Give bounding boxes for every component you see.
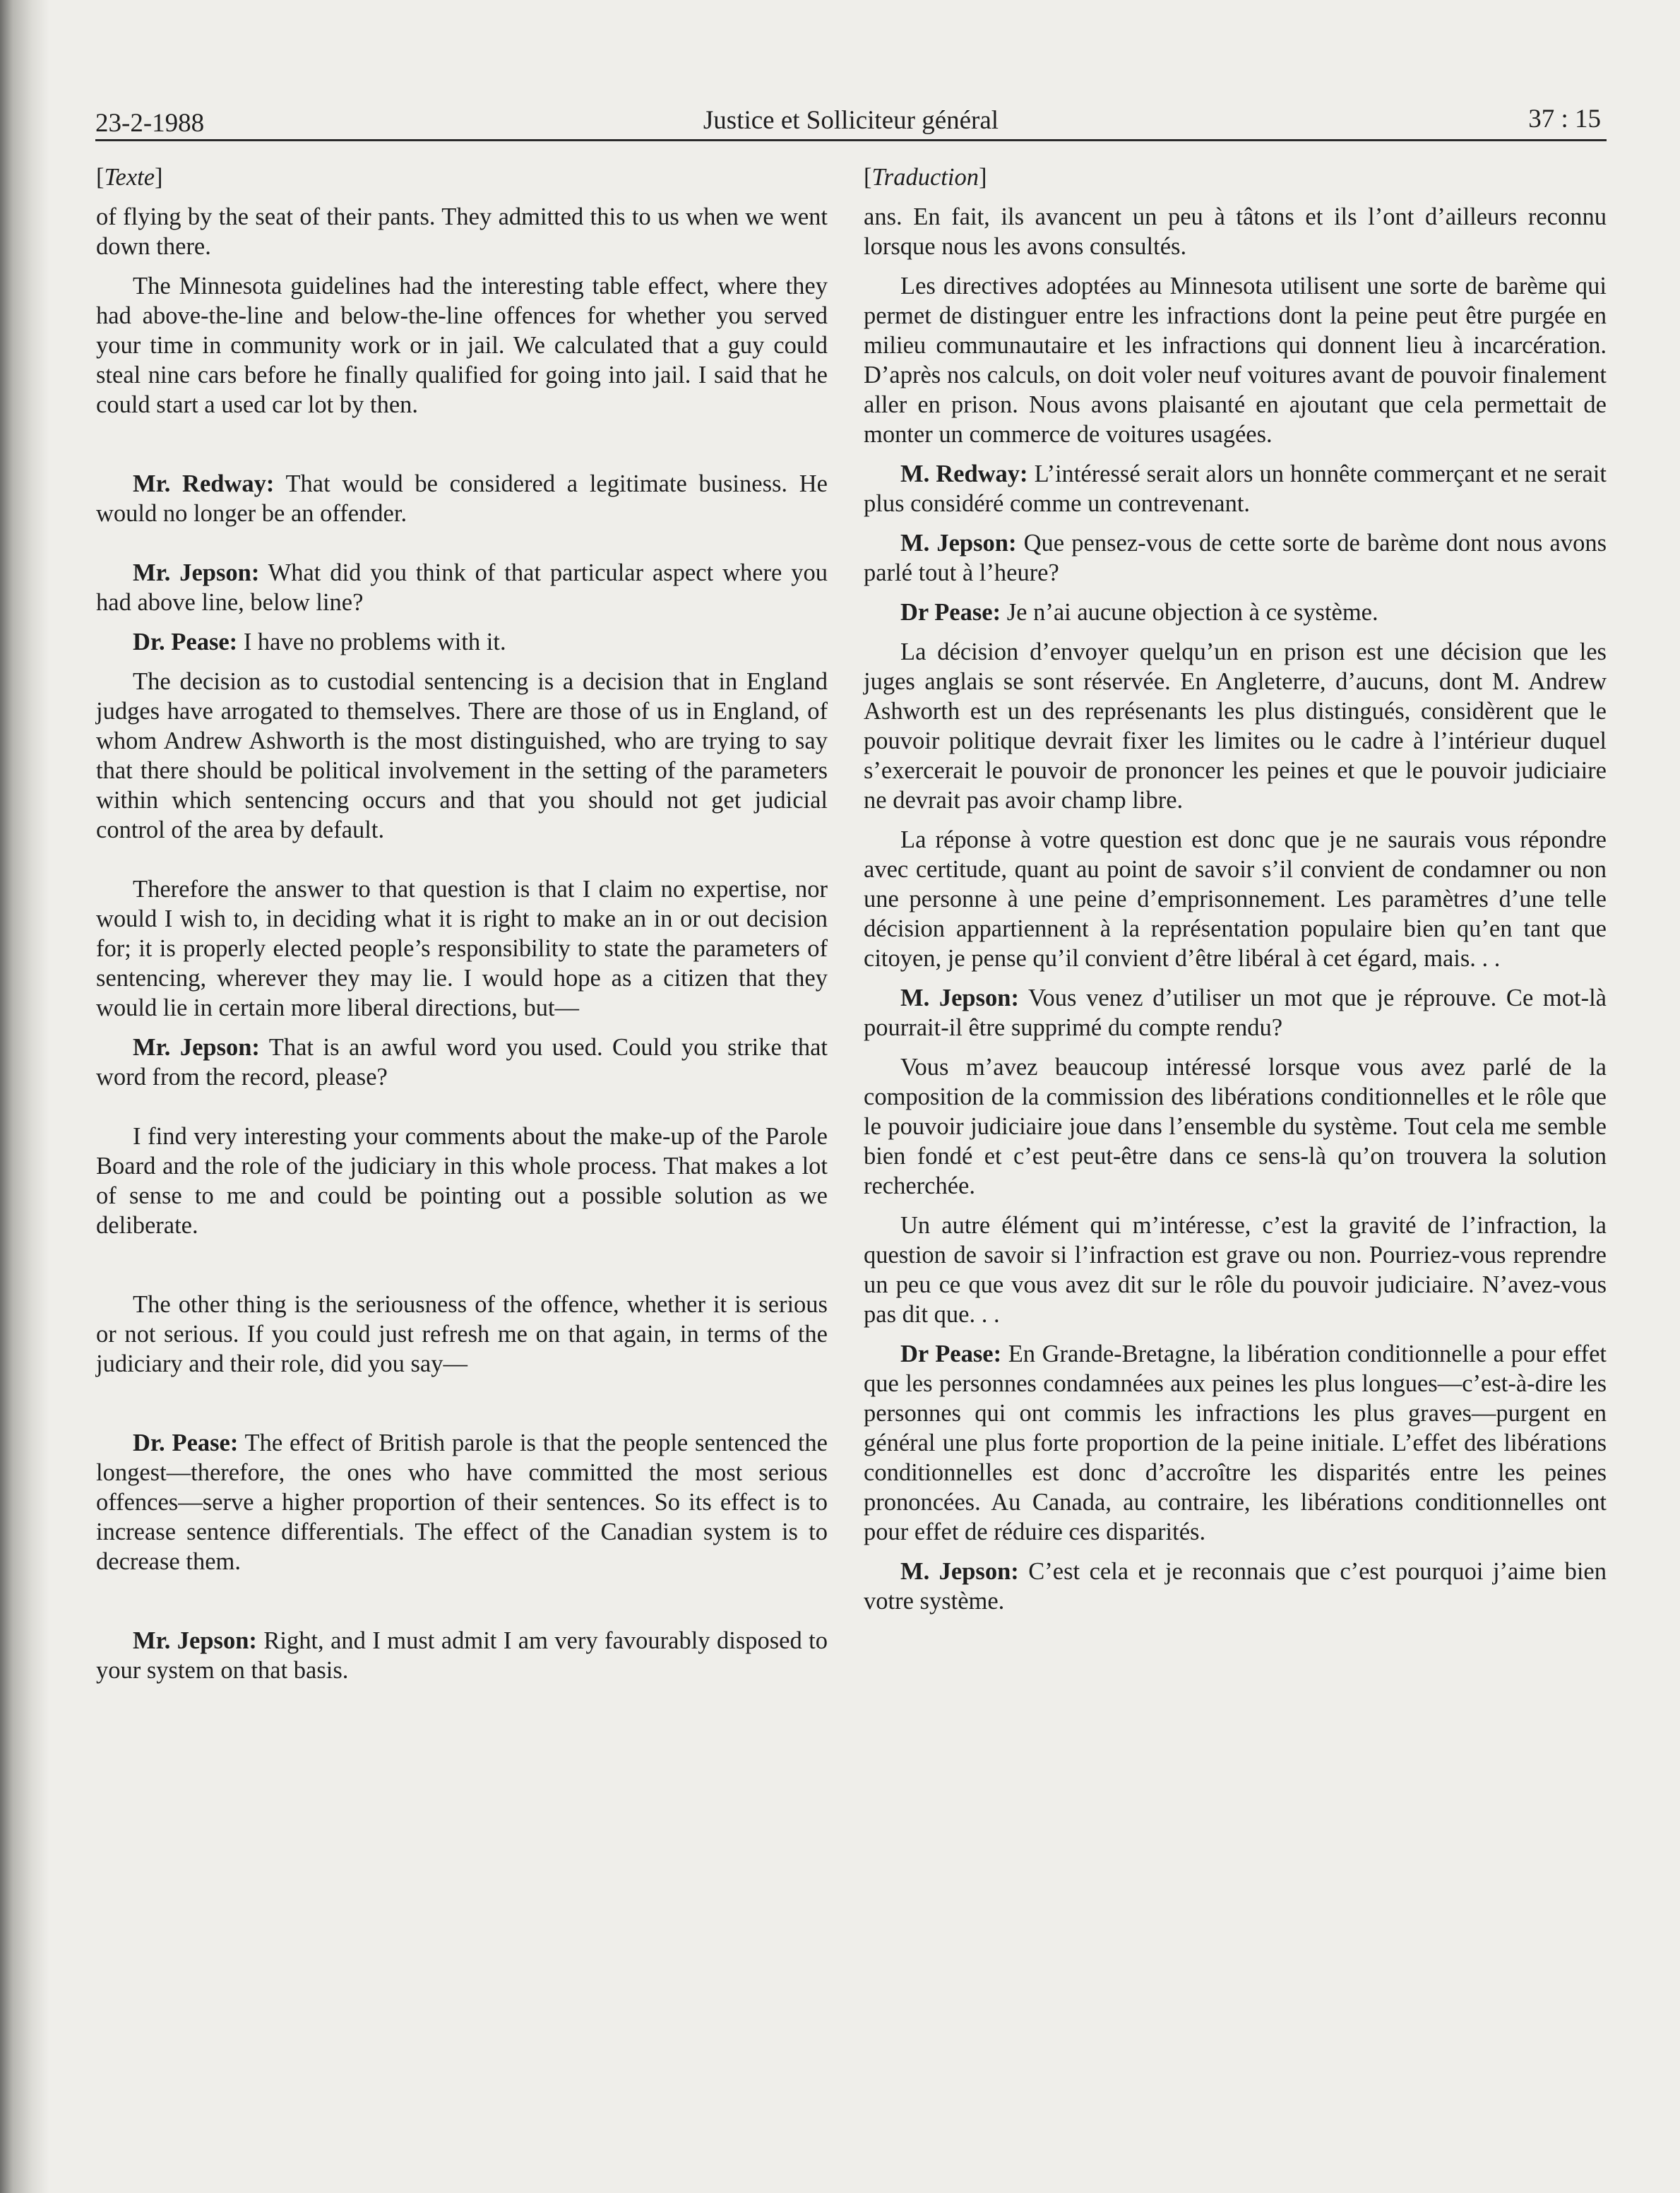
paragraph: Mr. Jepson: That is an awful word you used. Could you strike that word from the record, please? <box>96 1034 828 1090</box>
paragraph: I find very interesting your comments about the make-up of the Parole Board and the role of the judiciary in this whole process. That makes a lot of sense to me and could be pointing out a possible solution as we deliberate. <box>96 1123 828 1239</box>
paragraph: Dr. Pease: The effect of British parole is that the people sentenced the longest—therefore, the ones who have committed the most serious offences—serve a higher proportion of their sentences. So its effect is to increase sentence differentials. The effect of the Canadian system is to decrease them. <box>96 1430 828 1575</box>
paragraph: The Minnesota guidelines had the interesting table effect, where they had above-the-line and below-the-line offences for whether you served your time in community work or in jail. We calculated that a guy could steal nine cars before he finally qualified for going into jail. I said that he could start a used car lot by then. <box>96 273 828 418</box>
speaker-name: M. Redway: <box>900 460 1028 487</box>
section-marker-traduction: [Traduction] <box>864 164 987 191</box>
english-column <box>96 162 828 1695</box>
paragraph: Dr Pease: En Grande-Bretagne, la libération conditionnelle a pour effet que les personnes condamnées aux peines les plus longues—c’est-à-dire les personnes qui ont commis les infractions les plus graves—purgent en général une plus forte proportion de la peine initiale. L’effet des libérations conditionnelles est donc d’accroître les disparités entre les peines prononcées. Au Canada, au contraire, les libérations conditionnelles ont pour effet de réduire ces disparités. <box>864 1341 1607 1545</box>
header-title: Justice et Solliciteur général <box>703 106 999 135</box>
speaker-name: Mr. Jepson: <box>133 559 260 586</box>
paragraph: of flying by the seat of their pants. They admitted this to us when we went down there. <box>96 203 828 260</box>
paragraph: ans. En fait, ils avancent un peu à tâtons et ils l’ont d’ailleurs reconnu lorsque nous les avons consultés. <box>864 203 1607 260</box>
speaker-name: Dr. Pease: <box>133 629 238 655</box>
section-marker-texte: [Texte] <box>96 164 163 191</box>
paragraph: Mr. Redway: That would be considered a legitimate business. He would no longer be an offender. <box>96 470 828 527</box>
paragraph: M. Jepson: Vous venez d’utiliser un mot que je réprouve. Ce mot-là pourrait-il être supprimé du compte rendu? <box>864 985 1607 1041</box>
speaker-name: Dr Pease: <box>900 599 1001 626</box>
speaker-name: Dr Pease: <box>900 1341 1002 1367</box>
paragraph: Mr. Jepson: What did you think of that particular aspect where you had above line, below line? <box>96 559 828 616</box>
speaker-name: Mr. Jepson: <box>133 1627 257 1654</box>
paragraph: Les directives adoptées au Minnesota utilisent une sorte de barème qui permet de distinguer entre les infractions dont la peine peut être purgée en milieu communautaire et les infractions qui donnent lieu à incarcération. D’après nos calculs, on doit voler neuf voitures avant de pouvoir finalement aller en prison. Nous avons plaisanté en ajoutant que cela permettait de monter un commerce de voitures usagées. <box>864 273 1607 448</box>
speaker-name: M. Jepson: <box>900 985 1019 1011</box>
paragraph: La réponse à votre question est donc que je ne saurais vous répondre avec certitude, quant au point de savoir s’il convient de condamner ou non une personne à une peine d’emprisonnement. Les paramètres d’une telle décision appartiennent à la représentation populaire bien qu’en tant que citoyen, je pense qu’il convient d’être libéral à cet égard, mais. . . <box>864 826 1607 972</box>
page-header <box>95 102 1607 141</box>
speaker-name: Mr. Redway: <box>133 470 275 497</box>
paragraph: The decision as to custodial sentencing is a decision that in England judges have arrogated to themselves. There are those of us in England, of whom Andrew Ashworth is the most distinguished, who are trying to say that there should be political involvement in the setting of the parameters within which sentencing occurs and that you should not get judicial control of the area by default. <box>96 668 828 843</box>
header-page-number: 37 : 15 <box>1528 105 1601 133</box>
paragraph: La décision d’envoyer quelqu’un en prison est une décision que les juges anglais se sont réservée. En Angleterre, d’aucuns, dont M. Andrew Ashworth est un des représenants les plus distingués, considèrent que le pouvoir politique devrait fixer les limites ou le cadre à l’intérieur duquel s’exercerait le pouvoir de prononcer les peines et que le pouvoir judiciaire ne devrait pas avoir champ libre. <box>864 638 1607 814</box>
speaker-name: M. Jepson: <box>900 1558 1019 1585</box>
paragraph: Mr. Jepson: Right, and I must admit I am very favourably disposed to your system on that basis. <box>96 1627 828 1684</box>
paragraph: Dr. Pease: I have no problems with it. <box>133 629 506 655</box>
paragraph: M. Jepson: Que pensez-vous de cette sorte de barème dont nous avons parlé tout à l’heure? <box>864 530 1607 586</box>
french-column <box>864 162 1607 1626</box>
paragraph: The other thing is the seriousness of the offence, whether it is serious or not serious. If you could just refresh me on that again, in terms of the judiciary and their role, did you say— <box>96 1291 828 1377</box>
speaker-name: M. Jepson: <box>900 530 1017 557</box>
speaker-name: Dr. Pease: <box>133 1430 239 1456</box>
speaker-name: Mr. Jepson: <box>133 1034 260 1061</box>
paragraph: M. Redway: L’intéressé serait alors un honnête commerçant et ne serait plus considéré comme un contrevenant. <box>864 460 1607 517</box>
paragraph: Un autre élément qui m’intéresse, c’est la gravité de l’infraction, la question de savoir si l’infraction est grave ou non. Pourriez-vous reprendre un peu ce que vous avez dit sur le rôle du pouvoir judiciaire. N’avez-vous pas dit que. . . <box>864 1212 1607 1328</box>
page-binding-shadow <box>0 0 49 2193</box>
paragraph: Vous m’avez beaucoup intéressé lorsque vous avez parlé de la composition de la commission des libérations conditionnelles et le rôle que le pouvoir judiciaire joue dans l’ensemble du système. Tout cela me semble bien fondé et c’est peut-être dans ce sens-là qu’on trouvera la solution recherchée. <box>864 1054 1607 1199</box>
paragraph: M. Jepson: C’est cela et je reconnais que c’est pourquoi j’aime bien votre système. <box>864 1558 1607 1615</box>
header-date: 23-2-1988 <box>95 109 205 138</box>
paragraph: Therefore the answer to that question is that I claim no expertise, nor would I wish to, in deciding what it is right to make an in or out decision for; it is properly elected people’s responsibility to state the parameters of sentencing, wherever they may lie. I would hope as a citizen that they would lie in certain more liberal directions, but— <box>96 876 828 1021</box>
paragraph: Dr Pease: Je n’ai aucune objection à ce système. <box>900 599 1378 626</box>
